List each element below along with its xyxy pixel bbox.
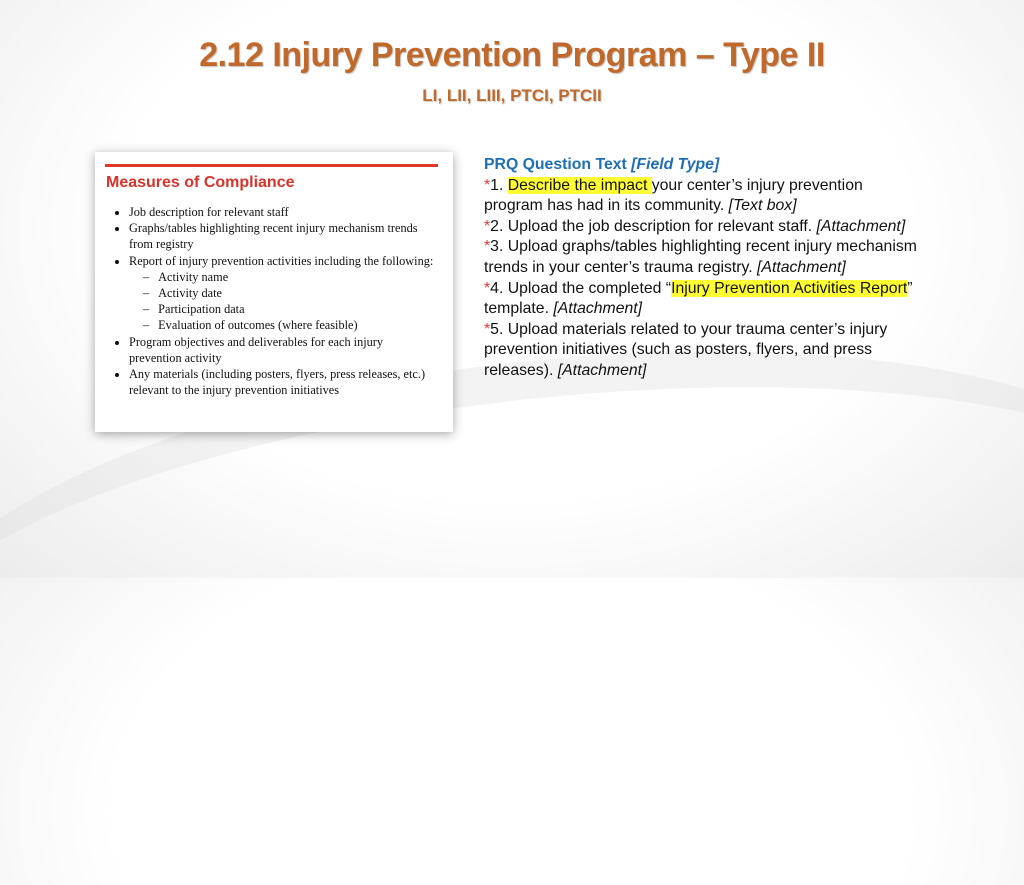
prq-header-type: [Field Type] [631,156,720,173]
question-2 [484,217,924,238]
q1-type: [Text box] [728,197,797,215]
question-1 [484,176,924,217]
sub-list-item: – Evaluation of outcomes (where feasible) [145,317,434,333]
required-star: * [484,279,491,297]
required-star: * [484,176,491,194]
q1-number: 1. [490,176,508,194]
question-5 [484,320,924,382]
compliance-list [109,204,434,398]
question-4 [484,279,924,320]
list-item-text: Report of injury prevention activities including the following: [129,253,434,268]
q3-type: [Attachment] [757,258,846,276]
sub-list [129,269,434,334]
slide-subtitle: LI, LII, LIII, PTCI, PTCII [422,86,602,105]
q3-text: 3. Upload graphs/tables highlighting recent injury mechanism trends in your center’s trauma registry. [484,238,917,276]
q4-highlight: Injury Prevention Activities Report [671,279,908,297]
q4-type: [Attachment] [553,300,643,318]
q4-text-end: ” template. [484,279,913,318]
measures-of-compliance-card [95,152,453,432]
prq-question-block [484,155,924,382]
list-item: • Program objectives and deliverables for each injury prevention activity [129,334,434,366]
prq-header-text: PRQ Question Text [484,156,632,173]
required-star: * [484,238,491,256]
list-item [129,253,434,334]
list-item: • Any materials (including posters, flyers, press releases, etc.) relevant to the injury prevention initiatives [129,366,434,398]
q2-text: 2. Upload the job description for relevant staff. [490,217,817,235]
required-star: * [484,320,491,338]
question-3 [484,237,924,278]
q1-text: your center’s injury prevention program has had in its community. [484,176,863,215]
prq-header [484,155,924,176]
red-rule [105,164,438,167]
sub-list-item: – Activity name [145,269,434,285]
card-heading: Measures of Compliance [106,174,295,191]
slide-title: 2.12 Injury Prevention Program – Type II [199,36,825,74]
list-item: • Job description for relevant staff [129,204,434,220]
q1-highlight: Describe the impact [507,176,652,194]
required-star: * [484,217,491,235]
q5-type: [Attachment] [557,361,647,379]
list-item: • Graphs/tables highlighting recent injury mechanism trends from registry [129,220,434,252]
q5-text: 5. Upload materials related to your trauma center’s injury prevention initiatives (such as posters, flyers, and press releases). [484,320,888,379]
sub-list-item: – Activity date [145,285,434,301]
q4-text: 4. Upload the completed “ [490,279,672,297]
q2-type: [Attachment] [816,217,906,235]
sub-list-item: – Participation data [145,301,434,317]
